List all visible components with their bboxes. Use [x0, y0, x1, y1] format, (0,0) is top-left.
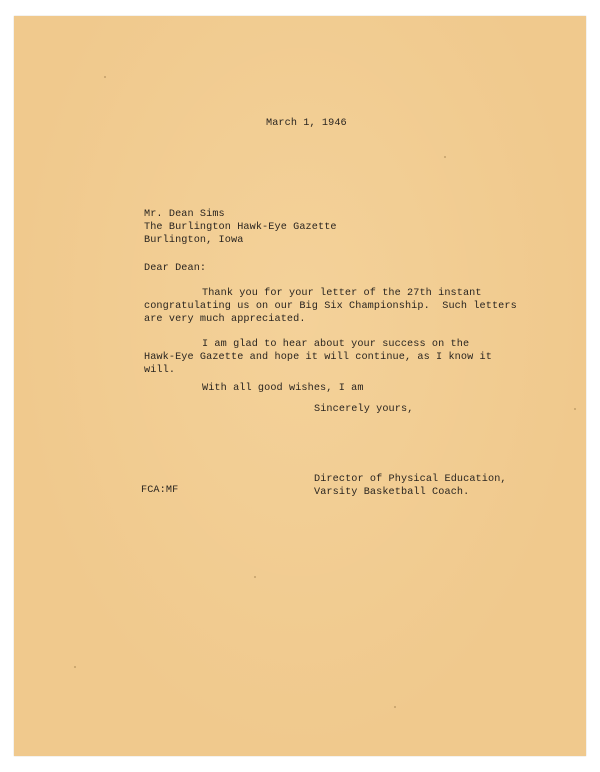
letter-page — [14, 16, 586, 756]
recipient-organization: The Burlington Hawk-Eye Gazette — [144, 222, 337, 233]
typist-initials: FCA:MF — [141, 485, 179, 496]
closing: Sincerely yours, — [314, 404, 414, 415]
body-paragraph-1-line-1: Thank you for your letter of the 27th instant — [202, 288, 482, 299]
recipient-name: Mr. Dean Sims — [144, 209, 225, 220]
paper-speck — [444, 156, 446, 158]
paper-speck — [104, 76, 106, 78]
body-paragraph-2-line-1: I am glad to hear about your success on the — [202, 339, 470, 350]
paper-speck — [254, 576, 256, 578]
body-paragraph-1-line-2: congratulating us on our Big Six Championship. Such letters — [144, 301, 517, 312]
body-paragraph-2-line-2: Hawk-Eye Gazette and hope it will continue, as I know it — [144, 352, 492, 363]
paper-speck — [574, 408, 576, 410]
body-paragraph-2-line-3: will. — [144, 365, 176, 376]
body-paragraph-1-line-3: are very much appreciated. — [144, 314, 306, 325]
paper-speck — [74, 666, 76, 668]
letter-date: March 1, 1946 — [266, 118, 347, 129]
recipient-location: Burlington, Iowa — [144, 235, 244, 246]
signature-title-1: Director of Physical Education, — [314, 474, 507, 485]
salutation: Dear Dean: — [144, 263, 207, 274]
signature-title-2: Varsity Basketball Coach. — [314, 487, 470, 498]
paper-speck — [394, 706, 396, 708]
body-paragraph-3: With all good wishes, I am — [202, 383, 364, 394]
